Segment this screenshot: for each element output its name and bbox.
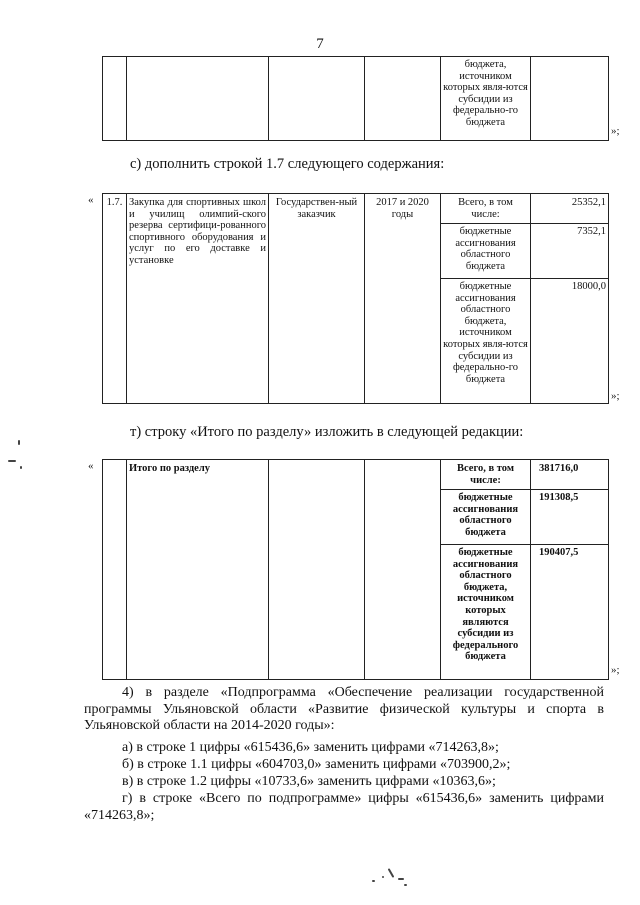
- scan-speck: [18, 440, 20, 445]
- scan-speck: [382, 876, 384, 878]
- table-continuation: [102, 56, 609, 141]
- cell: [103, 460, 127, 680]
- cell: [365, 460, 441, 680]
- cell: [365, 57, 441, 141]
- regional-budget-label: бюджетные ассигнования областного бюджета: [441, 490, 531, 545]
- total-label: Всего, в том числе:: [441, 460, 531, 490]
- scan-speck: [404, 884, 407, 886]
- cell: [127, 57, 269, 141]
- federal-subsidy-value: 18000,0: [531, 279, 609, 404]
- federal-subsidy-value: 190407,5: [531, 545, 609, 680]
- federal-subsidy-label: бюджетные ассигнования областного бюджета, источником которых явля-ются субсидии из федерально-го бюджета: [441, 279, 531, 404]
- row-title: Итого по разделу: [127, 460, 269, 680]
- cell: [531, 57, 609, 141]
- heading-s: с) дополнить строкой 1.7 следующего содержания:: [130, 156, 445, 172]
- total-label: Всего, в том числе:: [441, 194, 531, 224]
- scan-speck: [372, 880, 375, 882]
- opening-quote: «: [88, 194, 94, 206]
- scan-speck: [20, 466, 22, 469]
- total-value: 381716,0: [531, 460, 609, 490]
- row-title: Закупка для спортивных школ и училищ олимпий-ского резерва сертифици-рованного спортивного оборудования и услуг по его доставке и установке: [127, 194, 269, 404]
- table-section-total: [102, 459, 609, 680]
- cell: [269, 460, 365, 680]
- funding-source-cell: бюджета, источником которых явля-ются субсидии из федерально-го бюджета: [441, 57, 531, 141]
- regional-budget-label: бюджетные ассигнования областного бюджета: [441, 224, 531, 279]
- total-value: 25352,1: [531, 194, 609, 224]
- closing-quote: »;: [611, 664, 620, 676]
- page-number: 7: [316, 36, 324, 52]
- paragraph-4: 4) в разделе «Подпрограмма «Обеспечение реализации государственной программы Ульяновской области «Развитие физической культуры и спорта в Ульяновской области на 2014-2020 годы»:: [84, 685, 604, 733]
- heading-t: т) строку «Итого по разделу» изложить в следующей редакции:: [130, 424, 524, 440]
- item-b: б) в строке 1.1 цифры «604703,0» заменить цифрами «703900,2»;: [122, 757, 511, 772]
- closing-quote: »;: [611, 390, 620, 402]
- opening-quote: «: [88, 460, 94, 472]
- item-g: г) в строке «Всего по подпрограмме» цифры «615436,6» заменить цифрами «714263,8»;: [84, 791, 604, 823]
- scan-speck: [8, 460, 16, 462]
- federal-subsidy-label: бюджетные ассигнования областного бюджета, источником которых являются субсидии из федерального бюджета: [441, 545, 531, 680]
- regional-budget-value: 7352,1: [531, 224, 609, 279]
- table-row-1-7: [102, 193, 609, 404]
- closing-quote: »;: [611, 125, 620, 137]
- cell: [269, 57, 365, 141]
- customer-cell: Государствен-ный заказчик: [269, 194, 365, 404]
- regional-budget-value: 191308,5: [531, 490, 609, 545]
- scan-speck: [398, 878, 404, 880]
- years-cell: 2017 и 2020 годы: [365, 194, 441, 404]
- cell: [103, 57, 127, 141]
- row-number: 1.7.: [103, 194, 127, 404]
- item-v: в) в строке 1.2 цифры «10733,6» заменить цифрами «10363,6»;: [122, 774, 496, 789]
- scan-speck: [388, 868, 395, 878]
- item-a: а) в строке 1 цифры «615436,6» заменить цифрами «714263,8»;: [122, 740, 499, 755]
